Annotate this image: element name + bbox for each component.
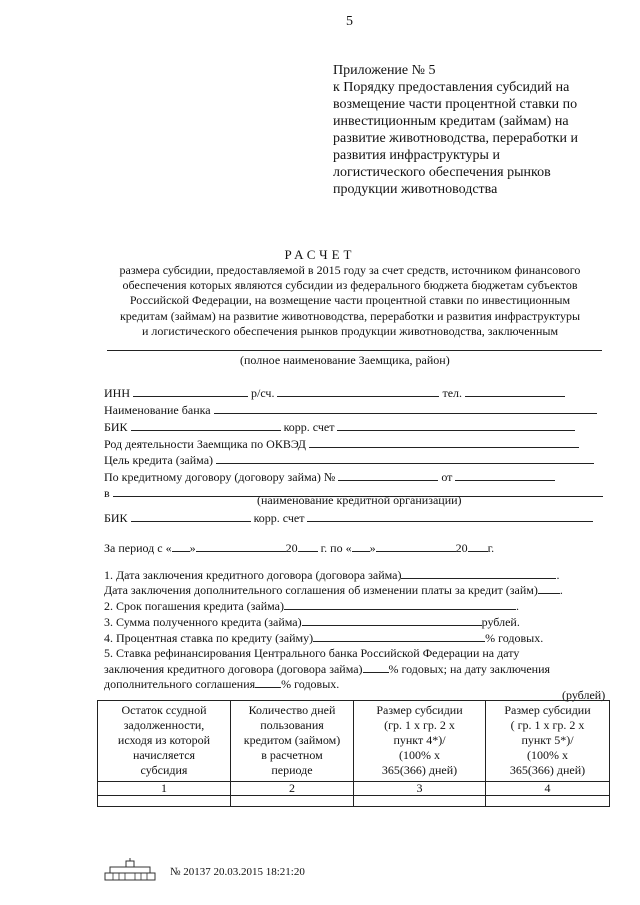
- table-cell[interactable]: [354, 796, 486, 807]
- header-line: в расчетном: [261, 748, 323, 762]
- calculation-table: [97, 700, 610, 807]
- document-title: РАСЧЕТ: [284, 247, 356, 262]
- appendix-line: возмещение части процентной ставки по: [333, 97, 578, 112]
- header-line: начисляется: [132, 748, 196, 762]
- item-1b: Дата заключения дополнительного соглашения об изменении платы за кредит (займ) .: [104, 583, 563, 597]
- period-end-year-field[interactable]: [468, 540, 488, 552]
- item-5b: [104, 661, 550, 677]
- unit-note: (рублей): [562, 688, 606, 702]
- period-end-month-field[interactable]: [376, 540, 456, 552]
- item-5-rate2-field[interactable]: [255, 676, 281, 688]
- item-1b-field[interactable]: [538, 582, 560, 594]
- header-line: Количество дней: [248, 703, 336, 717]
- period-start-month-field[interactable]: [196, 540, 286, 552]
- appendix-line: развития инфраструктуры и: [333, 148, 500, 163]
- phone-label: тел.: [442, 386, 463, 400]
- item-5: [104, 646, 519, 661]
- credit-org-caption: (наименование кредитной организации): [257, 493, 462, 507]
- header-line: пункт 5*)/: [521, 733, 574, 747]
- subtitle-line: размера субсидии, предоставляемой в 2015 году за счет средств, источником финансового: [119, 263, 581, 277]
- period-prefix: За период с «: [104, 541, 172, 555]
- header-line: субсидия: [140, 763, 188, 777]
- header-line: пользования: [260, 718, 324, 732]
- appendix-line: Приложение № 5: [333, 63, 436, 78]
- agreement-row: [104, 469, 555, 485]
- item-5c: [104, 676, 339, 692]
- table-cell[interactable]: [98, 796, 231, 807]
- appendix-line: инвестиционным кредитам (займам) на: [333, 114, 569, 129]
- item-3-unit: рублей.: [481, 615, 520, 629]
- borrower-caption: (полное наименование Заемщика, район): [240, 353, 450, 367]
- period-year1-label: 20: [285, 541, 298, 555]
- table-data-row: [98, 796, 610, 807]
- header-line: (гр. 1 х гр. 2 х: [384, 718, 455, 732]
- page-number: 5: [346, 14, 353, 29]
- document-subtitle: [100, 263, 600, 339]
- corr-account-field[interactable]: [337, 419, 575, 431]
- item-2: 2. Срок погашения кредита (займа) .: [104, 599, 519, 613]
- table-cell[interactable]: [486, 796, 610, 807]
- period-start-year-field[interactable]: [298, 540, 318, 552]
- header-line: Остаток ссудной: [121, 703, 207, 717]
- appendix-line: логистического обеспечения рынков: [333, 165, 551, 180]
- bik-label: БИК: [104, 420, 128, 434]
- item-4-field[interactable]: [313, 630, 485, 642]
- item-1-field[interactable]: [401, 567, 556, 579]
- item-5c-label: дополнительного соглашения: [104, 677, 256, 691]
- period-mid: г. по «: [320, 541, 352, 555]
- period-year2-label: 20: [455, 541, 468, 555]
- okved-label: Род деятельности Заемщика по ОКВЭД: [104, 437, 306, 451]
- inn-label: ИНН: [104, 386, 130, 400]
- corr-account2-field[interactable]: [307, 510, 593, 522]
- subtitle-line: обеспечения которых являются субсидии из федерального бюджета бюджетам субъектов: [122, 278, 578, 293]
- item-5-label: 5. Ставка рефинансирования Центрального банка Российской Федерации на дату: [104, 646, 520, 660]
- header-line: периоде: [271, 763, 313, 777]
- purpose-label: Цель кредита (займа): [104, 453, 214, 467]
- purpose-field[interactable]: [216, 452, 594, 464]
- phone-field[interactable]: [465, 385, 565, 397]
- header-line: 365(366) дней): [509, 763, 586, 777]
- header-line: задолженности,: [123, 718, 205, 732]
- item-4: [104, 630, 543, 646]
- bik2-label: БИК: [104, 511, 128, 525]
- item-2-label: 2. Срок погашения кредита (займа): [104, 599, 284, 613]
- item-5c-unit: % годовых.: [281, 677, 340, 691]
- okved-row: [104, 436, 579, 452]
- item-1b-label: Дата заключения дополнительного соглашения об изменении платы за кредит (займ): [104, 583, 538, 597]
- table-header-row: [98, 701, 610, 782]
- appendix-line: развитие животноводства, переработки и: [333, 131, 578, 146]
- bik-field[interactable]: [131, 419, 281, 431]
- agreement-label: По кредитному договору (договору займа) №: [104, 470, 336, 484]
- item-4-unit: % годовых.: [485, 631, 544, 645]
- column-number: 1: [98, 782, 231, 796]
- bik2-row: [104, 510, 593, 526]
- agreement-from-label: от: [441, 470, 453, 484]
- item-5b-unit: % годовых; на дату заключения: [388, 662, 551, 676]
- bank-name-field[interactable]: [214, 402, 597, 414]
- header-cell-4: [486, 701, 610, 782]
- appendix-header: [333, 62, 623, 198]
- building-emblem-icon: [104, 858, 156, 882]
- header-line: исходя из которой: [117, 733, 211, 747]
- header-cell-2: [231, 701, 354, 782]
- subtitle-line: и логистического обеспечения рынков продукции животноводства, заключенным: [141, 323, 559, 338]
- purpose-row: [104, 452, 594, 468]
- corr-account2-label: корр. счет: [253, 511, 305, 525]
- bank-name-label: Наименование банка: [104, 403, 211, 417]
- item-5b-label: заключения кредитного договора (договора займа): [104, 662, 363, 676]
- subtitle-line: кредитам (займам) на развитие животноводства, переработки и развития инфраструктуры: [119, 308, 581, 323]
- header-line: (100% х: [527, 748, 568, 762]
- appendix-line: продукции животноводства: [333, 182, 498, 197]
- period-end: г.: [487, 541, 495, 555]
- bank-name-row: [104, 402, 597, 418]
- period-quote: »: [189, 541, 196, 555]
- inn-row: [104, 385, 565, 401]
- column-number: 2: [231, 782, 354, 796]
- header-line: пункт 4*)/: [393, 733, 446, 747]
- header-line: кредитом (займом): [243, 733, 341, 747]
- agreement-number-field[interactable]: [338, 469, 438, 481]
- column-number: 3: [354, 782, 486, 796]
- item-1: 1. Дата заключения кредитного договора (договора займа) .: [104, 568, 560, 582]
- credit-org-label: в: [104, 486, 110, 500]
- okved-field[interactable]: [309, 436, 579, 448]
- item-4-label: 4. Процентная ставка по кредиту (займу): [104, 631, 314, 645]
- period-quote2: »: [369, 541, 376, 555]
- header-cell-3: [354, 701, 486, 782]
- borrower-name-line[interactable]: [107, 350, 602, 351]
- appendix-line: к Порядку предоставления субсидий на: [333, 80, 570, 95]
- item-3-label: 3. Сумма полученного кредита (займа): [104, 615, 302, 629]
- registration-stamp: № 20137 20.03.2015 18:21:20: [170, 866, 305, 878]
- bik-row: [104, 419, 575, 435]
- header-line: (100% х: [399, 748, 440, 762]
- item-3: [104, 614, 520, 630]
- period-row: [104, 540, 494, 556]
- header-line: 365(366) дней): [381, 763, 458, 777]
- item-5-rate-field[interactable]: [363, 661, 389, 673]
- table-number-row: [98, 782, 610, 796]
- item-3-field[interactable]: [302, 614, 482, 626]
- item-1-label: 1. Дата заключения кредитного договора (договора займа): [104, 568, 402, 582]
- period-end-day-field[interactable]: [352, 540, 370, 552]
- column-number: 4: [486, 782, 610, 796]
- agreement-date-field[interactable]: [455, 469, 555, 481]
- header-line: Размер субсидии: [376, 703, 463, 717]
- corr-account-label: корр. счет: [283, 420, 335, 434]
- header-cell-1: [98, 701, 231, 782]
- bik2-field[interactable]: [131, 510, 251, 522]
- account-field[interactable]: [277, 385, 439, 397]
- header-line: ( гр. 1 х гр. 2 х: [510, 718, 585, 732]
- table-cell[interactable]: [231, 796, 354, 807]
- account-label: р/сч.: [251, 386, 275, 400]
- inn-field[interactable]: [133, 385, 248, 397]
- subtitle-line: Российской Федерации, на возмещение части процентной ставки по инвестиционным: [129, 293, 571, 308]
- period-start-day-field[interactable]: [172, 540, 190, 552]
- header-line: Размер субсидии: [504, 703, 591, 717]
- item-2-field[interactable]: [284, 598, 516, 610]
